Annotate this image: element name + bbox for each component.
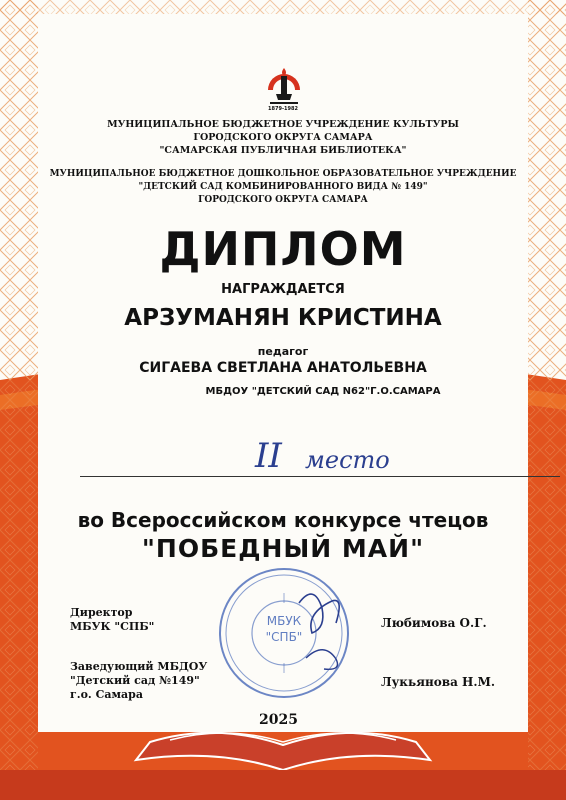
org2-line1: МУНИЦИПАЛЬНОЕ БЮДЖЕТНОЕ ДОШКОЛЬНОЕ ОБРАЗОВАТЕЛЬНОЕ УЧРЕЖДЕНИЕ [49,169,517,179]
contest-name: "ПОБЕДНЫЙ МАЙ" [141,534,425,563]
teacher-label: педагог [257,345,309,358]
director-line2: МБУК "СПБ" [70,620,155,633]
diploma-title: ДИПЛОМ [159,222,407,276]
org2-block [0,168,566,207]
org1-line3: "САМАРСКАЯ ПУБЛИЧНАЯ БИБЛИОТЕКА" [159,145,407,156]
official-stamp [214,563,354,703]
stamp-text-2: "СПБ" [265,630,303,644]
head-line1: Заведующий МБДОУ [70,660,208,673]
director-name: Любимова О.Г. [381,616,487,630]
org2-line2: "ДЕТСКИЙ САД КОМБИНИРОВАННОГО ВИДА № 149" [138,182,428,192]
director-title [70,606,154,634]
head-title [70,660,207,702]
awarded-label: НАГРАЖДАЕТСЯ [221,282,345,297]
head-name: Лукьянова Н.М. [381,675,496,689]
place-field [60,438,560,482]
stamp-text-1: МБУК [266,614,302,628]
place-number: II [255,436,282,476]
teacher-name: СИГАЕВА СВЕТЛАНА АНАТОЛЬЕВНА [139,360,427,376]
org1-line2: ГОРОДСКОГО ОКРУГА САМАРА [193,132,373,143]
diploma-year: 2025 [259,712,298,728]
head-line3: г.о. Самара [70,688,143,701]
head-line2: "Детский сад №149" [70,674,200,687]
recipient-name: АРЗУМАНЯН КРИСТИНА [124,305,442,331]
head-signature [306,650,338,670]
logo-year: 1879-1982 [268,106,298,112]
director-line1: Директор [70,606,133,619]
place-underline [80,476,560,477]
org2-line3: ГОРОДСКОГО ОКРУГА САМАРА [198,195,368,205]
org1-block [0,118,566,157]
org1-line1: МУНИЦИПАЛЬНОЕ БЮДЖЕТНОЕ УЧРЕЖДЕНИЕ КУЛЬТУРЫ [107,119,459,130]
place-word: место [305,446,390,474]
contest-text: во Всероссийском конкурсе чтецов [77,508,489,532]
director-signature [299,594,339,633]
school-name: МБДОУ "ДЕТСКИЙ САД N62"Г.О.САМАРА [205,386,441,397]
